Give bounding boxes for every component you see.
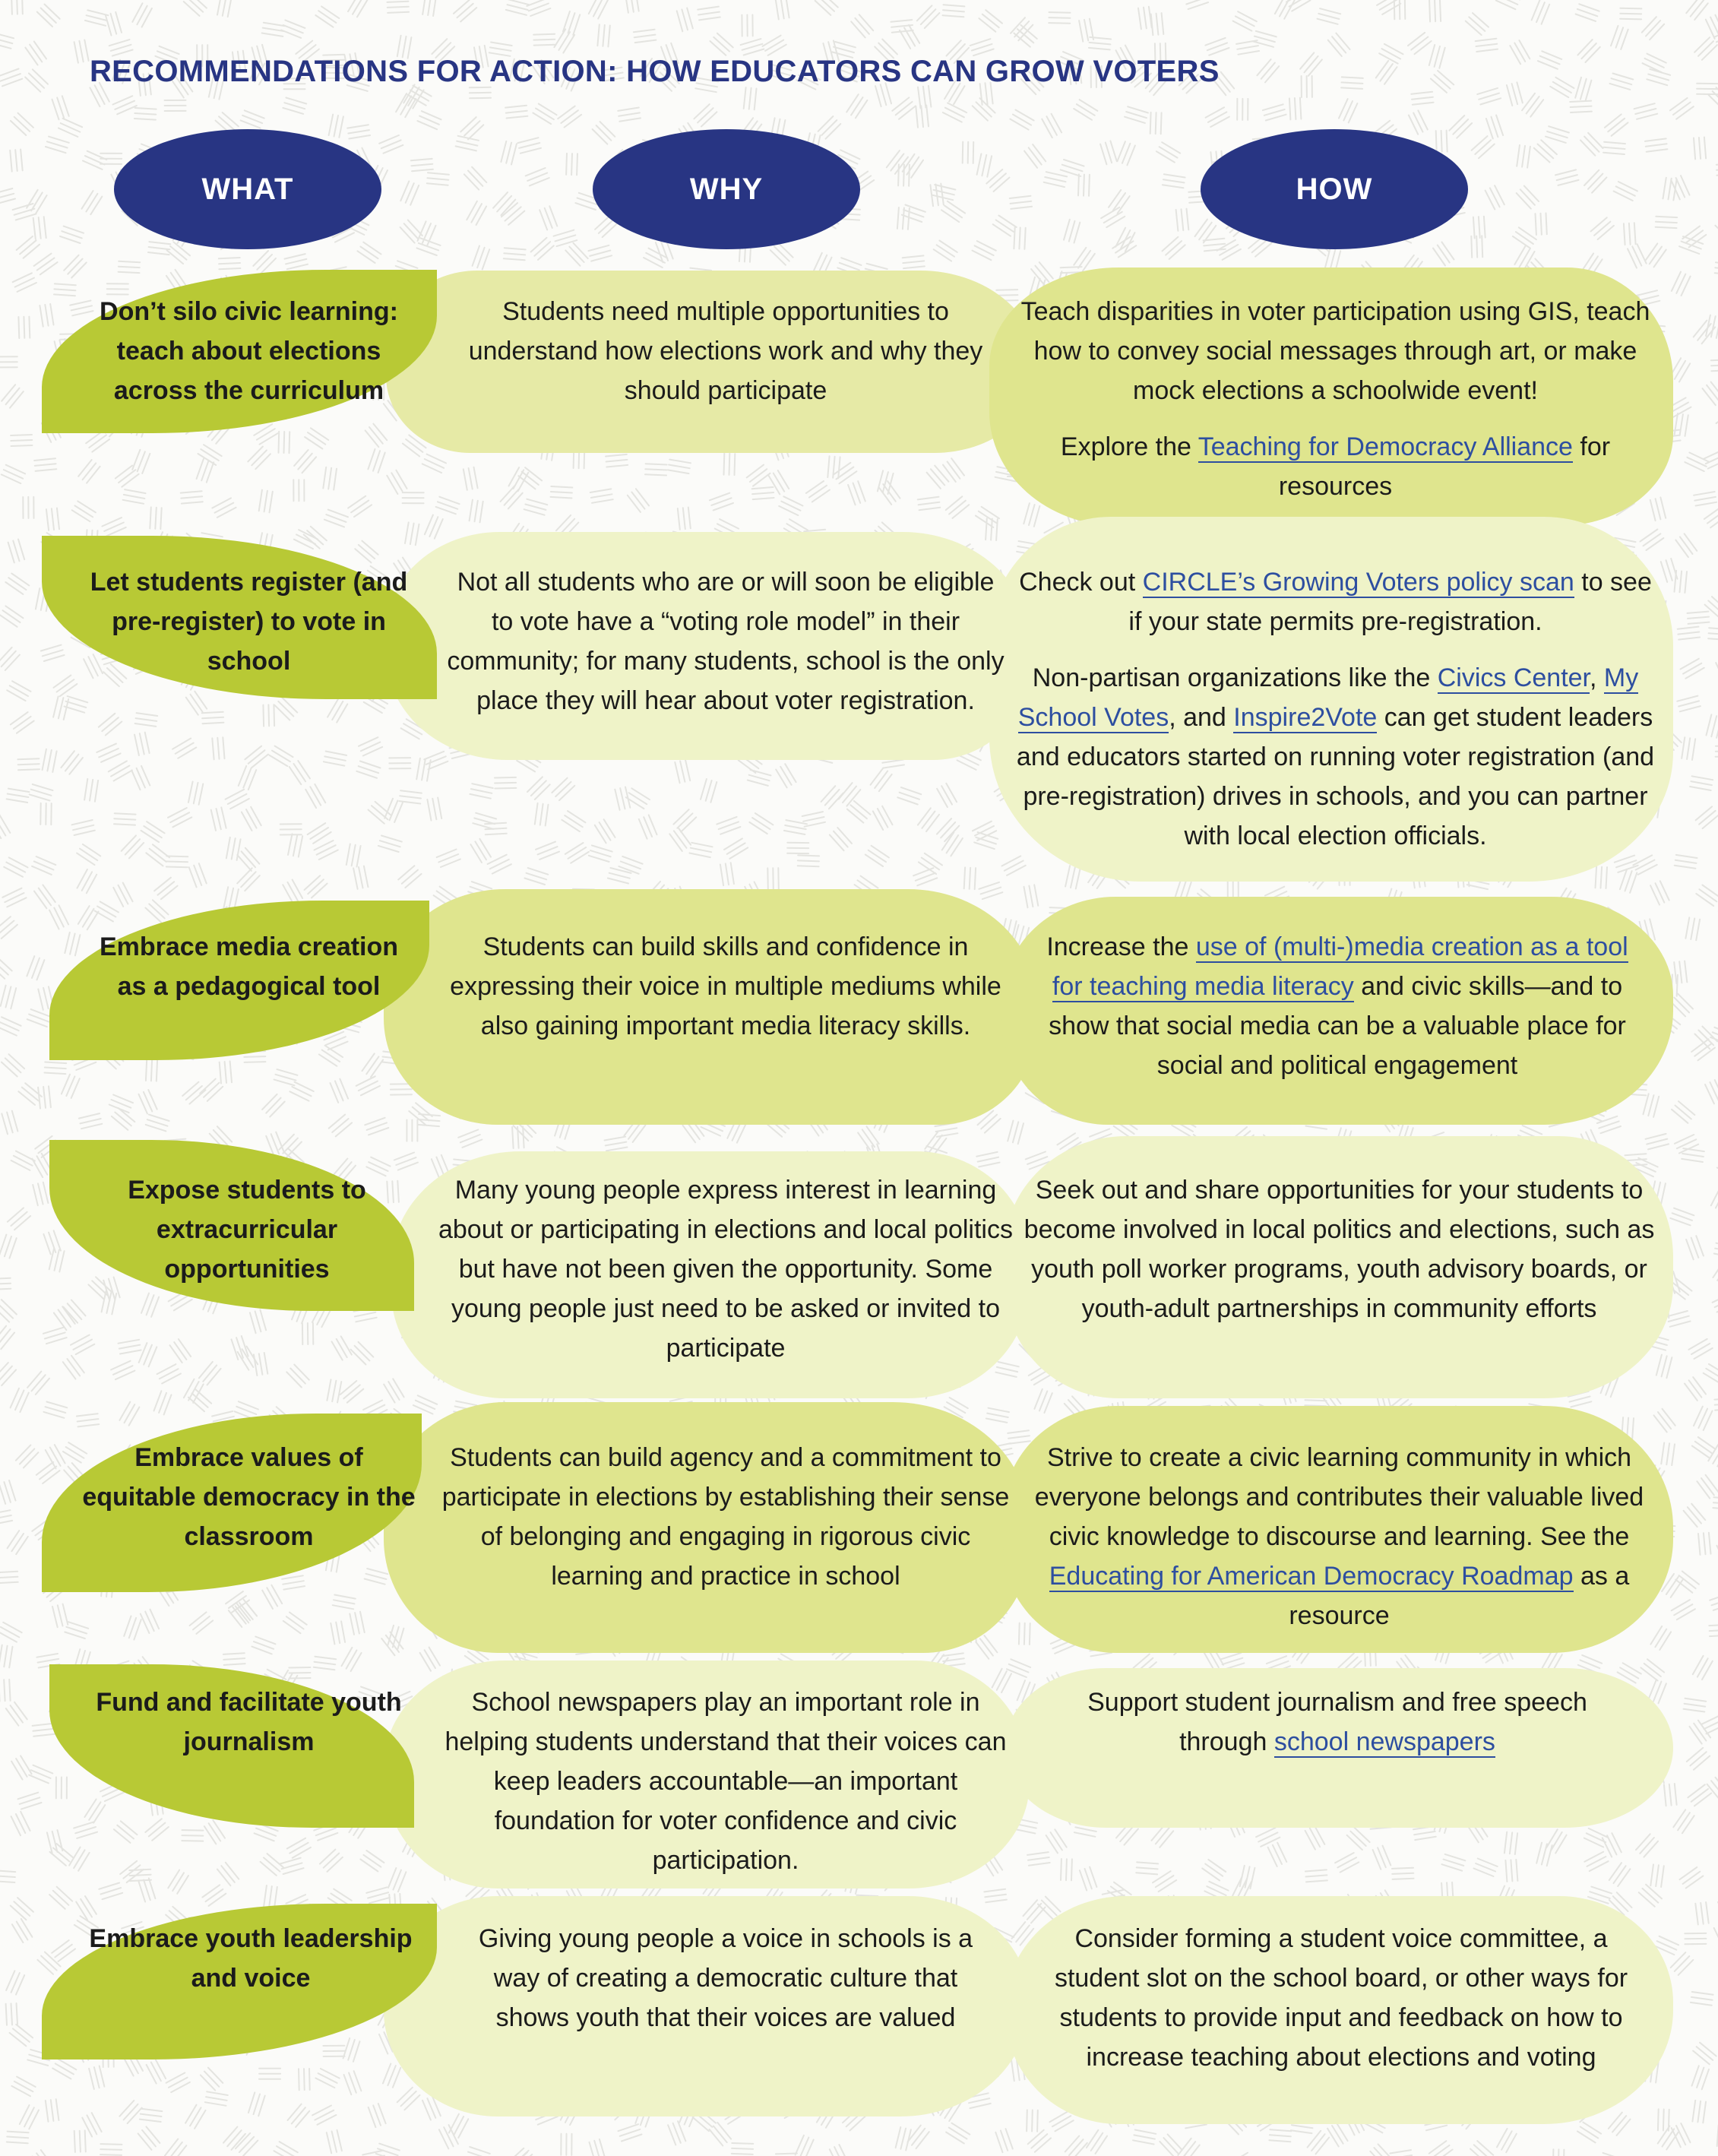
what-row-7: Embrace youth leadership and voice	[89, 1924, 413, 1993]
how-row-2-post: to see if your state permits pre-registration.	[1128, 568, 1652, 636]
inspire2vote-link[interactable]: Inspire2Vote	[1233, 703, 1378, 732]
how-row-5-post: as a resource	[1289, 1562, 1630, 1630]
how-row-1-pre: Explore the	[1060, 432, 1198, 461]
how-row-3-pre: Increase the	[1046, 932, 1196, 961]
civics-center-link[interactable]: Civics Center	[1437, 663, 1590, 692]
what-row-5: Embrace values of equitable democracy in the classroom	[82, 1443, 416, 1551]
header-how: HOW	[1201, 129, 1468, 249]
what-row-2: Let students register (and pre-register) to vote in school	[90, 568, 408, 676]
why-row-5: Students can build agency and a commitment to participate in elections by establishing their sense of belonging and engaging in rigorous civic learning and practice in school	[441, 1443, 1010, 1591]
why-row-1: Students need multiple opportunities to understand how elections work and why they should participate	[468, 297, 983, 405]
media-creation-link[interactable]: use of (multi-)media creation as a tool for teaching media literacy	[1052, 932, 1628, 1001]
what-row-6: Fund and facilitate youth journalism	[96, 1688, 402, 1756]
how-row-5	[1022, 1438, 1656, 1635]
how-row-3-post: and civic skills—and to show that social media can be a valuable place for social and political engagement	[1049, 972, 1626, 1080]
what-row-1: Don’t silo civic learning: teach about elections across the curriculum	[100, 297, 398, 405]
how-row-2-sep1: ,	[1590, 663, 1604, 692]
how-row-1-text: Teach disparities in voter participation using GIS, teach how to convey social messages through art, or make mock elections a schoolwide event!	[1020, 297, 1650, 405]
how-row-6-pre: Support student journalism and free speech through	[1087, 1688, 1587, 1756]
my-school-votes-link[interactable]: My School Votes	[1017, 663, 1639, 732]
why-row-3: Students can build skills and confidence in expressing their voice in multiple mediums while also gaining important media literacy skills.	[450, 932, 1001, 1040]
what-row-4: Expose students to extracurricular opportunities	[128, 1176, 366, 1284]
how-row-1	[1014, 292, 1656, 506]
teaching-for-democracy-alliance-link[interactable]: Teaching for Democracy Alliance	[1198, 432, 1573, 461]
how-row-2-pre: Check out	[1019, 568, 1143, 597]
how-row-7: Consider forming a student voice committee, a student slot on the school board, or other ways for students to provide input and feedback on how to increase teaching about elections and voting	[1054, 1924, 1628, 2072]
how-row-2	[1014, 562, 1656, 856]
how-row-1-post: for resources	[1278, 432, 1611, 501]
how-row-2-sep2: , and	[1169, 703, 1234, 732]
circle-policy-scan-link[interactable]: CIRCLE’s Growing Voters policy scan	[1142, 568, 1574, 597]
how-row-6	[1079, 1683, 1596, 1762]
why-row-7: Giving young people a voice in schools is a way of creating a democratic culture that shows youth that their voices are valued	[478, 1924, 973, 2032]
how-row-3	[1037, 927, 1637, 1085]
why-row-6: School newspapers play an important role in helping students understand that their voices can keep leaders accountable—an important foundation for voter confidence and civic participation.	[445, 1688, 1007, 1875]
ead-roadmap-link[interactable]: Educating for American Democracy Roadmap	[1049, 1562, 1574, 1591]
how-row-2-post2: can get student leaders and educators started on running voter registration (and pre-registration) drives in schools, and you can partner with local election officials.	[1016, 703, 1655, 850]
page-title: RECOMMENDATIONS FOR ACTION: HOW EDUCATORS CAN GROW VOTERS	[90, 55, 1220, 88]
school-newspapers-link[interactable]: school newspapers	[1273, 1727, 1495, 1756]
why-row-2: Not all students who are or will soon be eligible to vote have a “voting role model” in their community; for many students, school is the only place they will hear about voter registration.	[447, 568, 1005, 715]
how-row-2-pre2: Non-partisan organizations like the	[1032, 663, 1438, 692]
header-why: WHY	[593, 129, 860, 249]
what-row-3: Embrace media creation as a pedagogical tool	[99, 932, 399, 1001]
how-row-4: Seek out and share opportunities for your students to become involved in local politics and elections, such as youth poll worker programs, youth advisory boards, or youth-adult partnerships in community efforts	[1024, 1176, 1655, 1323]
why-row-4: Many young people express interest in learning about or participating in elections and local politics but have not been given the opportunity. Some young people just need to be asked or invited to participate	[438, 1176, 1013, 1363]
how-row-5-pre: Strive to create a civic learning community in which everyone belongs and contributes their valuable lived civic knowledge to discourse and learning. See the	[1034, 1443, 1644, 1551]
header-what: WHAT	[114, 129, 381, 249]
